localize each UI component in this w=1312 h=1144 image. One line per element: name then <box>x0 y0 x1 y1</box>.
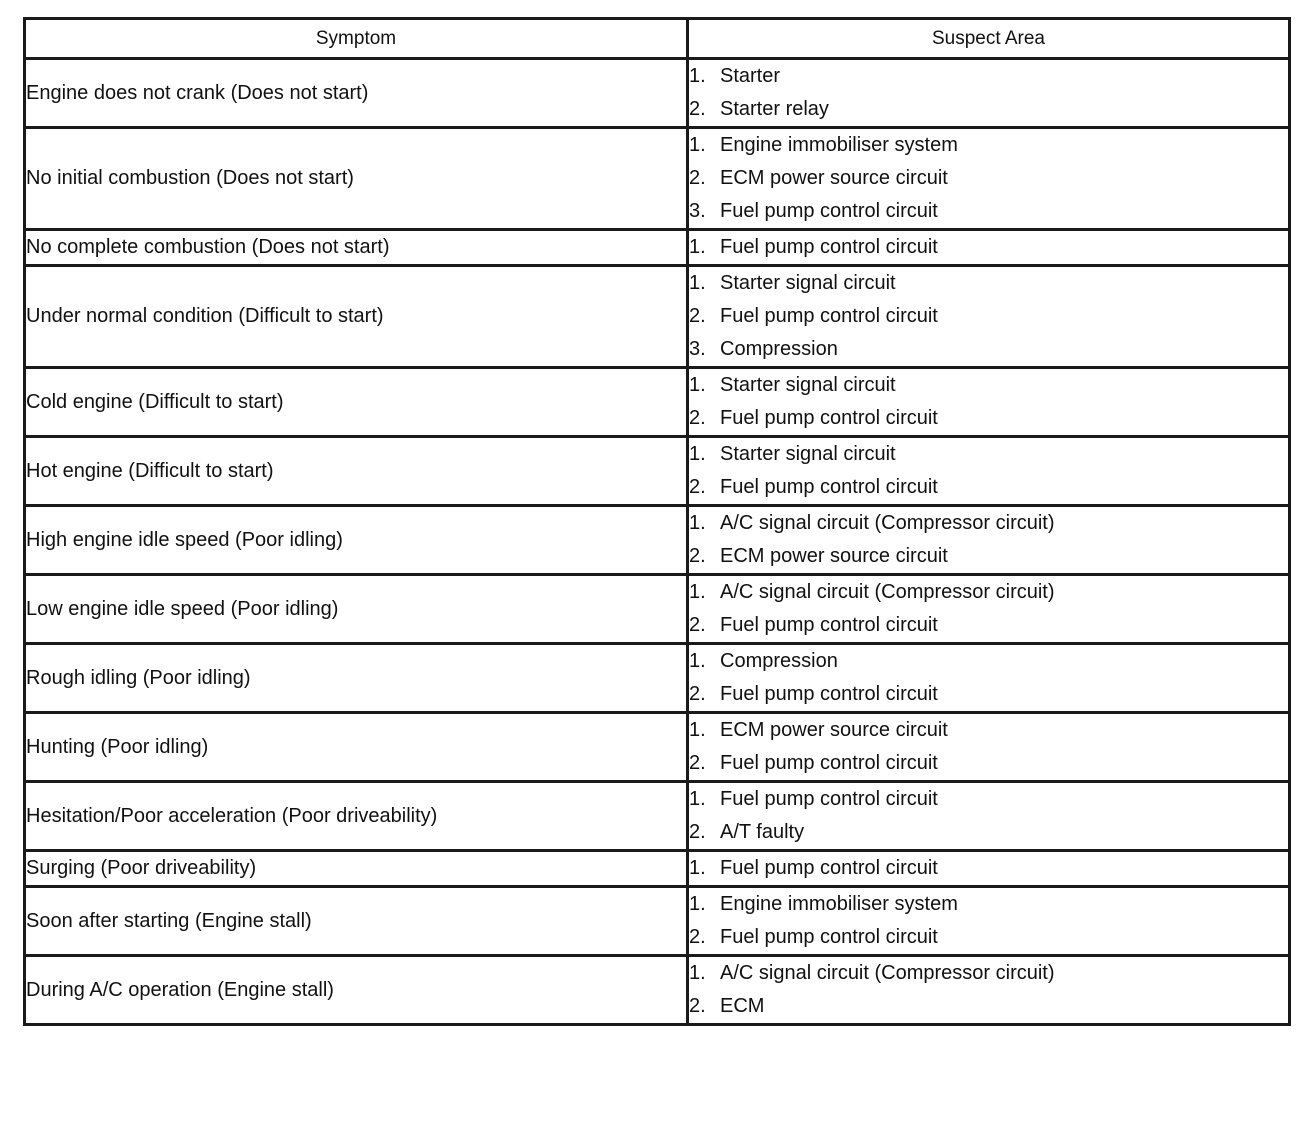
suspect-area-cell <box>688 851 1290 887</box>
suspect-area-item <box>689 852 1288 885</box>
suspect-area-item <box>689 471 1288 504</box>
item-text: ECM <box>720 995 765 1017</box>
suspect-area-item <box>689 576 1288 609</box>
suspect-area-item <box>689 714 1288 747</box>
item-text: A/C signal circuit (Compressor circuit) <box>720 962 1055 984</box>
item-text: Starter relay <box>720 98 829 120</box>
item-number: 2. <box>689 752 706 774</box>
table-row <box>25 782 1290 851</box>
item-text: Fuel pump control circuit <box>720 236 938 258</box>
symptom-cell: High engine idle speed (Poor idling) <box>25 506 688 575</box>
table-row <box>25 128 1290 230</box>
item-text: Fuel pump control circuit <box>720 305 938 327</box>
suspect-area-item <box>689 507 1288 540</box>
suspect-area-item <box>689 300 1288 333</box>
item-number: 1. <box>689 581 706 603</box>
item-text: Fuel pump control circuit <box>720 407 938 429</box>
suspect-area-item <box>689 990 1288 1023</box>
symptom-cell: Hunting (Poor idling) <box>25 713 688 782</box>
suspect-area-cell <box>688 368 1290 437</box>
item-text: ECM power source circuit <box>720 719 948 741</box>
symptom-cell: Hesitation/Poor acceleration (Poor driveability) <box>25 782 688 851</box>
item-text: Fuel pump control circuit <box>720 476 938 498</box>
item-number: 2. <box>689 98 706 120</box>
suspect-area-item <box>689 645 1288 678</box>
symptom-cell: Rough idling (Poor idling) <box>25 644 688 713</box>
suspect-area-item <box>689 678 1288 711</box>
suspect-area-item <box>689 60 1288 93</box>
table-row <box>25 437 1290 506</box>
suspect-area-cell <box>688 128 1290 230</box>
item-number: 1. <box>689 443 706 465</box>
item-number: 2. <box>689 407 706 429</box>
suspect-area-cell <box>688 713 1290 782</box>
item-number: 2. <box>689 995 706 1017</box>
suspect-area-item <box>689 609 1288 642</box>
suspect-area-item <box>689 267 1288 300</box>
suspect-area-item <box>689 402 1288 435</box>
item-number: 2. <box>689 305 706 327</box>
suspect-area-cell <box>688 956 1290 1025</box>
item-text: Engine immobiliser system <box>720 134 958 156</box>
item-text: Starter <box>720 65 781 87</box>
table-row <box>25 506 1290 575</box>
item-number: 2. <box>689 167 706 189</box>
suspect-area-cell <box>688 506 1290 575</box>
symptom-cell: Low engine idle speed (Poor idling) <box>25 575 688 644</box>
suspect-area-item <box>689 888 1288 921</box>
item-number: 2. <box>689 545 706 567</box>
suspect-area-item <box>689 957 1288 990</box>
symptom-cell: Surging (Poor driveability) <box>25 851 688 887</box>
item-number: 2. <box>689 683 706 705</box>
item-text: A/C signal circuit (Compressor circuit) <box>720 512 1055 534</box>
suspect-area-cell <box>688 644 1290 713</box>
table-row <box>25 956 1290 1025</box>
table-row <box>25 575 1290 644</box>
item-number: 1. <box>689 374 706 396</box>
item-number: 1. <box>689 134 706 156</box>
symptom-cell: Engine does not crank (Does not start) <box>25 59 688 128</box>
item-number: 2. <box>689 821 706 843</box>
item-number: 1. <box>689 650 706 672</box>
item-number: 1. <box>689 719 706 741</box>
symptom-cell: Cold engine (Difficult to start) <box>25 368 688 437</box>
suspect-area-cell <box>688 782 1290 851</box>
suspect-area-cell <box>688 266 1290 368</box>
item-text: Fuel pump control circuit <box>720 752 938 774</box>
suspect-area-cell <box>688 887 1290 956</box>
item-number: 1. <box>689 893 706 915</box>
item-text: Compression <box>720 338 838 360</box>
item-text: Fuel pump control circuit <box>720 926 938 948</box>
suspect-area-item <box>689 783 1288 816</box>
item-number: 1. <box>689 65 706 87</box>
item-number: 1. <box>689 962 706 984</box>
suspect-area-item <box>689 438 1288 471</box>
table-row <box>25 851 1290 887</box>
item-number: 2. <box>689 476 706 498</box>
symptom-cell: Hot engine (Difficult to start) <box>25 437 688 506</box>
suspect-area-item <box>689 921 1288 954</box>
table-row <box>25 368 1290 437</box>
item-text: A/T faulty <box>720 821 805 843</box>
item-text: Fuel pump control circuit <box>720 683 938 705</box>
item-text: Compression <box>720 650 838 672</box>
suspect-area-item <box>689 129 1288 162</box>
item-number: 2. <box>689 926 706 948</box>
item-number: 1. <box>689 788 706 810</box>
item-text: Starter signal circuit <box>720 374 896 396</box>
suspect-area-header: Suspect Area <box>688 19 1290 59</box>
item-number: 1. <box>689 512 706 534</box>
table-row <box>25 713 1290 782</box>
table-row <box>25 644 1290 713</box>
item-text: ECM power source circuit <box>720 545 948 567</box>
suspect-area-item <box>689 747 1288 780</box>
item-text: Starter signal circuit <box>720 272 896 294</box>
suspect-area-item <box>689 816 1288 849</box>
suspect-area-item <box>689 540 1288 573</box>
symptom-cell: During A/C operation (Engine stall) <box>25 956 688 1025</box>
item-text: Fuel pump control circuit <box>720 614 938 636</box>
item-number: 1. <box>689 857 706 879</box>
item-number: 2. <box>689 614 706 636</box>
item-number: 3. <box>689 200 706 222</box>
item-text: ECM power source circuit <box>720 167 948 189</box>
suspect-area-cell <box>688 230 1290 266</box>
symptom-cell: No complete combustion (Does not start) <box>25 230 688 266</box>
table-row <box>25 887 1290 956</box>
suspect-area-item <box>689 369 1288 402</box>
suspect-area-item <box>689 231 1288 264</box>
table-row <box>25 59 1290 128</box>
suspect-area-cell <box>688 437 1290 506</box>
symptom-cell: No initial combustion (Does not start) <box>25 128 688 230</box>
symptom-cell: Soon after starting (Engine stall) <box>25 887 688 956</box>
item-text: A/C signal circuit (Compressor circuit) <box>720 581 1055 603</box>
item-text: Fuel pump control circuit <box>720 200 938 222</box>
suspect-area-item <box>689 333 1288 366</box>
suspect-area-item <box>689 93 1288 126</box>
item-number: 3. <box>689 338 706 360</box>
header-row <box>25 19 1290 59</box>
symptom-table <box>23 17 1291 1026</box>
table-row <box>25 230 1290 266</box>
suspect-area-item <box>689 162 1288 195</box>
item-number: 1. <box>689 236 706 258</box>
item-number: 1. <box>689 272 706 294</box>
suspect-area-item <box>689 195 1288 228</box>
suspect-area-cell <box>688 59 1290 128</box>
symptom-header: Symptom <box>25 19 688 59</box>
table-row <box>25 266 1290 368</box>
item-text: Engine immobiliser system <box>720 893 958 915</box>
item-text: Starter signal circuit <box>720 443 896 465</box>
suspect-area-cell <box>688 575 1290 644</box>
item-text: Fuel pump control circuit <box>720 788 938 810</box>
symptom-cell: Under normal condition (Difficult to start) <box>25 266 688 368</box>
item-text: Fuel pump control circuit <box>720 857 938 879</box>
